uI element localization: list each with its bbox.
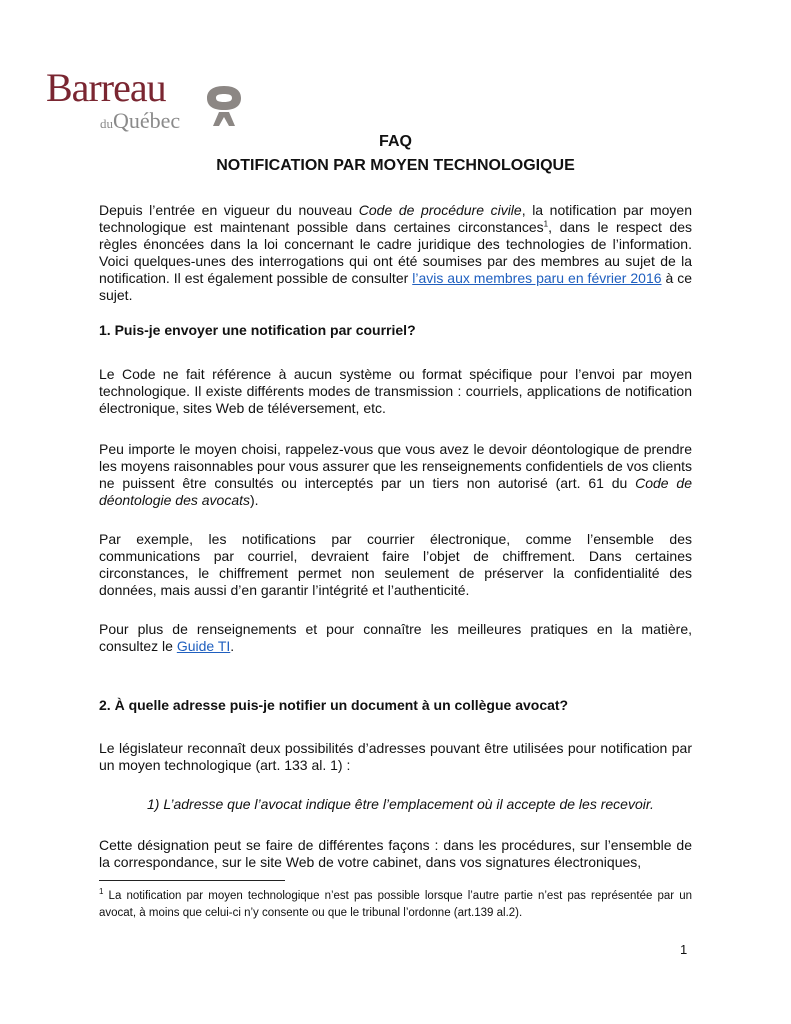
text: à ce sujet. bbox=[99, 270, 692, 303]
text: . bbox=[230, 638, 235, 654]
q1-paragraph-2 bbox=[99, 441, 692, 509]
logo-sub-text: Québec bbox=[113, 108, 181, 133]
text: , la notification par moyen technologique est maintenant possible dans certaines circonstances bbox=[99, 202, 693, 235]
q1-paragraph-1: Le Code ne fait référence à aucun système ou format spécifique pour l’envoi par moyen technologique. Il existe différents modes de transmission : courriels, applications de notification électronique, sites Web de téléversement, etc. bbox=[99, 366, 692, 416]
italic-text: Code de déontologie des avocats bbox=[99, 475, 692, 508]
q2-paragraph-1: Le législateur reconnaît deux possibilités d’adresses pouvant être utilisées pour notification par un moyen technologique (art. 133 al. 1) : bbox=[99, 740, 692, 773]
text: Pour plus de renseignements et pour connaître les meilleures pratiques en la matière, consultez le bbox=[99, 621, 692, 654]
logo-wordmark: Barreau bbox=[46, 65, 166, 110]
text: , dans le respect des règles énoncées dans la loi concernant le cadre juridique des technologies de l’information. Voici quelques-unes des interrogations qui ont été soumises par des membres au sujet de la notification. Il est également possible de consulter bbox=[99, 219, 693, 286]
q1-paragraph-4 bbox=[99, 621, 692, 655]
q2-list-item-1: 1) L’adresse que l’avocat indique être l’emplacement où il accepte de les recevoir. bbox=[147, 796, 654, 812]
footnote bbox=[99, 888, 692, 922]
guide-ti-link[interactable]: Guide TI bbox=[176, 638, 231, 654]
footnote-text: La notification par moyen technologique n’est pas possible lorsque l’autre partie n’est pas représentée par un avocat, à moins que celui-ci n’y consente ou que le tribunal l’ordonne (art.139 al.2). bbox=[99, 890, 692, 919]
logo-emblem-icon bbox=[205, 84, 243, 128]
q1-paragraph-3: Par exemple, les notifications par courrier électronique, comme l’ensemble des communications par courriel, devraient faire l’objet de chiffrement. Dans certaines circonstances, le chiffrement permet non seulement de préserver la confidentialité des données, mais aussi d’en garantir l’intégrité et l’authenticité. bbox=[99, 531, 692, 598]
question-2-heading: 2. À quelle adresse puis-je notifier un document à un collègue avocat? bbox=[99, 697, 569, 713]
footnote-ref[interactable]: 1 bbox=[543, 219, 549, 229]
footnote-separator bbox=[99, 880, 285, 881]
text: ). bbox=[250, 492, 259, 508]
text: Depuis l’entrée en vigueur du nouveau bbox=[99, 202, 359, 218]
page-title: FAQ bbox=[379, 133, 412, 150]
logo-sub-prefix: du bbox=[100, 116, 113, 131]
q2-paragraph-2: Cette désignation peut se faire de différentes façons : dans les procédures, sur l’ensemble de la correspondance, sur le site Web de votre cabinet, dans vos signatures électroniques, bbox=[99, 837, 692, 870]
footnote-number: 1 bbox=[99, 887, 104, 897]
avis-membres-link[interactable]: l’avis aux membres paru en février 2016 bbox=[412, 270, 662, 286]
question-1-heading: 1. Puis-je envoyer une notification par courriel? bbox=[99, 322, 416, 338]
page-subtitle: NOTIFICATION PAR MOYEN TECHNOLOGIQUE bbox=[216, 157, 575, 174]
text: Peu importe le moyen choisi, rappelez-vous que vous avez le devoir déontologique de prendre les moyens raisonnables pour vous assurer que les renseignements confidentiels de vos clients ne puissent être consultés ou interceptés par un tiers non autorisé (art. 61 du bbox=[99, 441, 692, 491]
page-number: 1 bbox=[680, 942, 688, 957]
italic-text: Code de procédure civile bbox=[358, 202, 522, 218]
intro-paragraph bbox=[99, 202, 692, 304]
